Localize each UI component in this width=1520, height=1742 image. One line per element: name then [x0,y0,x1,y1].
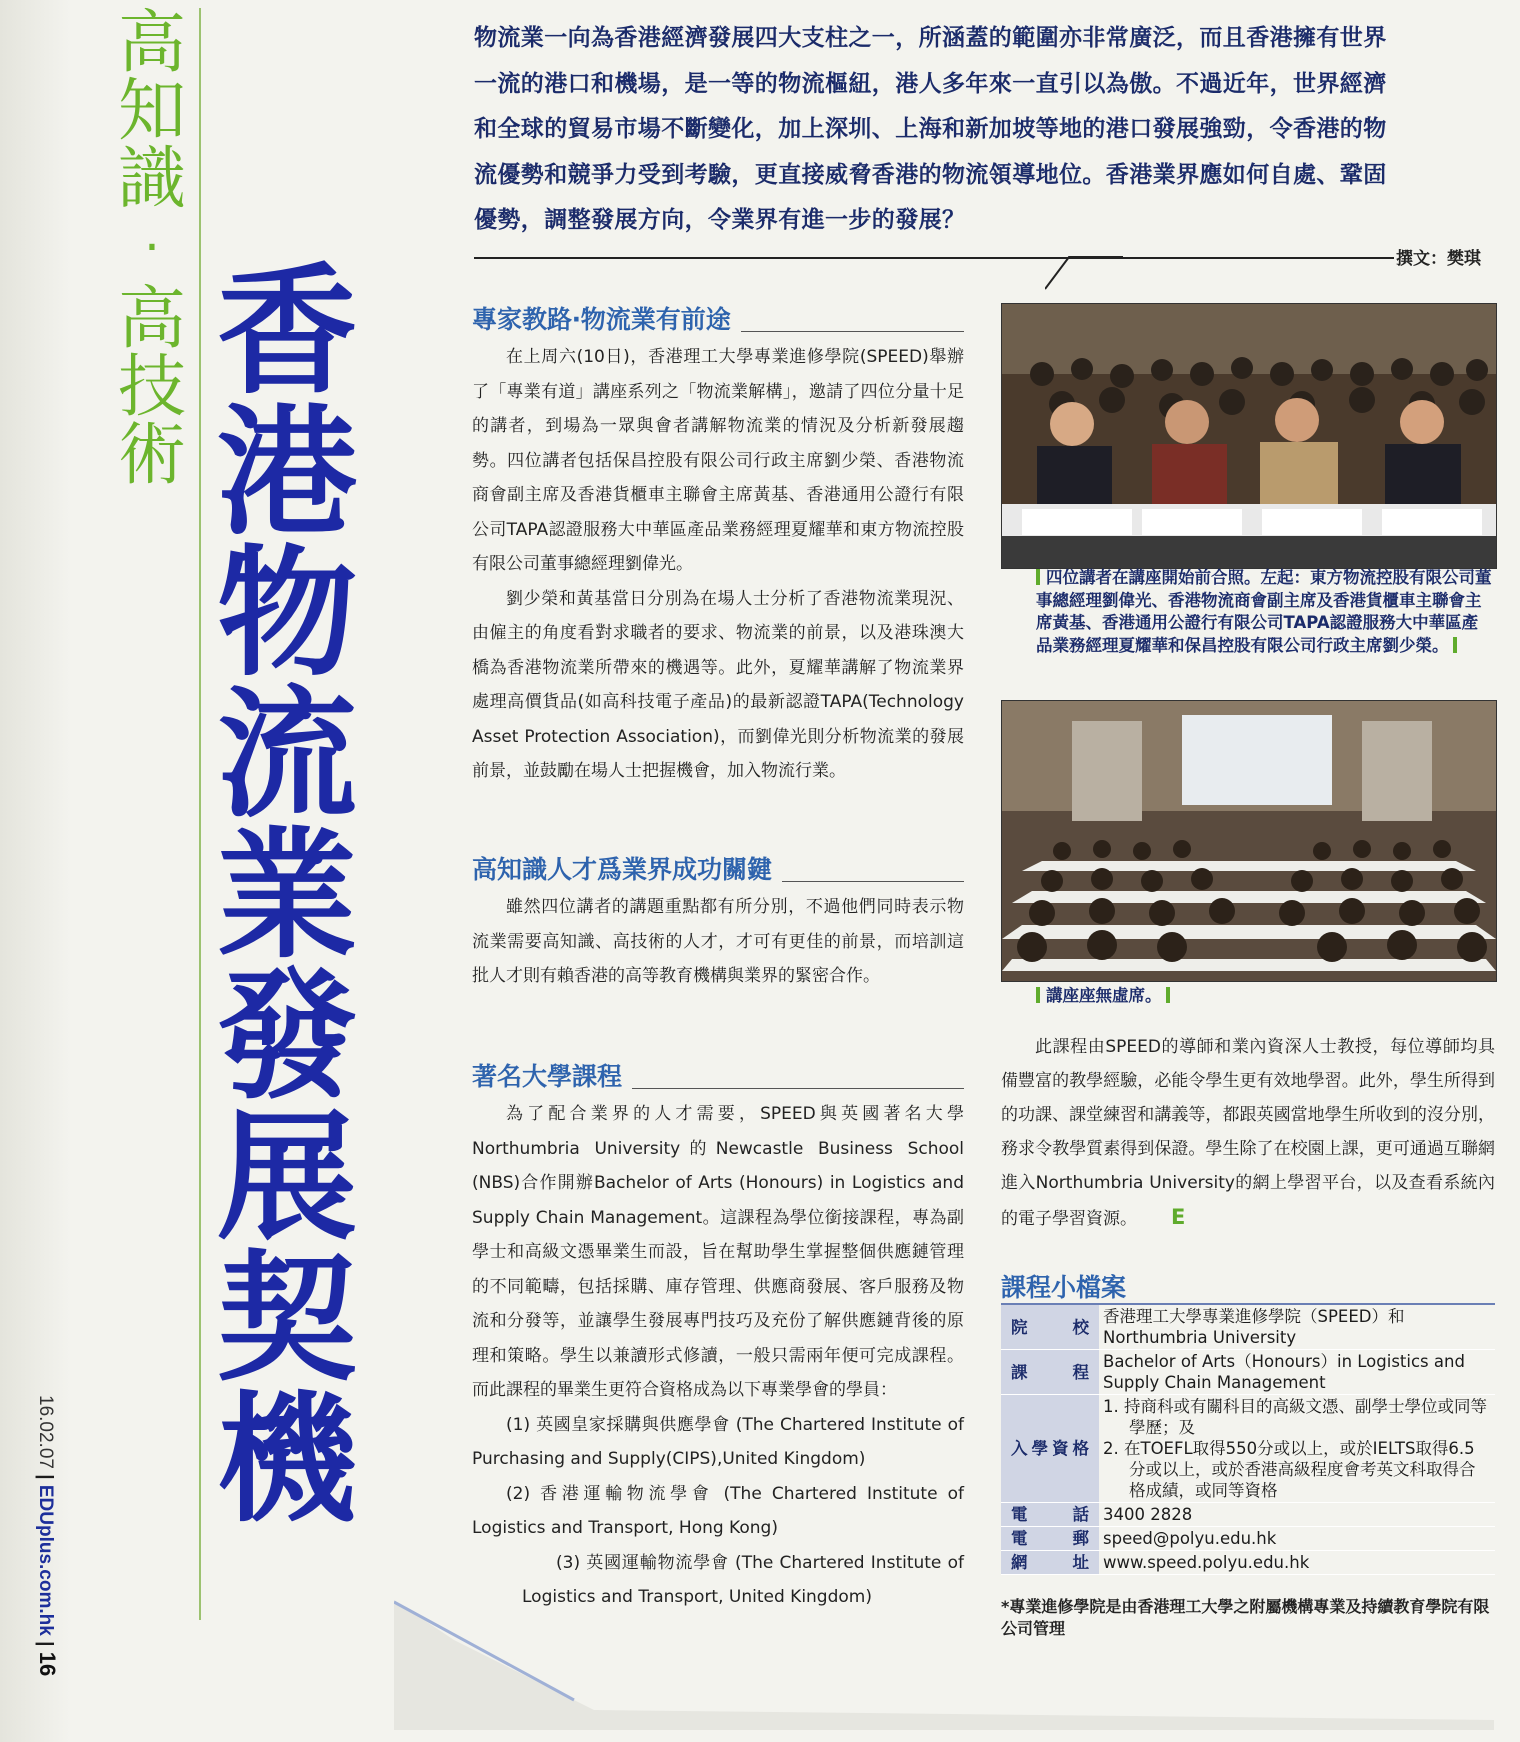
page-headline [212,251,362,1542]
requirement-item: 1. 持商科或有關科目的高級文憑、副學士學位或同等學歷；及 [1103,1397,1487,1437]
section-heading-talent [472,850,964,890]
list-item: (1) 英國皇家採購與供應學會 (The Chartered Institute of Purchasing and Supply(CIPS),United Kingdom) [472,1414,964,1469]
headline-char: 物 [216,533,357,696]
infobox-title: 課程小檔案 [1001,1273,1127,1302]
folio-page-number: 16 [35,1651,60,1677]
row-label: 院校 [1001,1305,1099,1350]
corner-decoration [394,1600,1494,1730]
row-label: 網址 [1001,1551,1099,1575]
phone-value: 3400 2828 [1103,1505,1193,1524]
photo-speakers [1001,303,1497,569]
paragraph: 為了配合業界的人才需要，SPEED與英國著名大學Northumbria University的Newcastle Business School (NBS)合作開辦Bachelor of Arts (Honours) in Logistics and Supply Chain Management。這課程為學位銜接課程，專為副學士和高級文憑畢業生而設，旨在幫助學生掌握整個供應鏈管理的不同範疇，包括採購、庫存管理、供應商發展、客戶服務及物流和分發等，並讓學生發展專門技巧及充份了解供應鏈背後的原理和策略。學生以兼讀形式修讀，一般只需兩年便可完成課程。而此課程的畢業生更符合資格成為以下專業學會的學員： [472,1104,964,1400]
paragraph: 雖然四位講者的講題重點都有所分別，不過他們同時表示物流業需要高知識、高技術的人才，才可有更佳的前景，而培訓這批人才則有賴香港的高等教育機構與業界的緊密合作。 [472,897,964,986]
caption-text: 四位講者在講座開始前合照。左起：東方物流控股有限公司董事總經理劉偉光、香港物流商會副主席及香港貨櫃車主聯會主席黃基、香港通用公證行有限公司TAPA認證服務大中華區產品業務經理夏耀華和保昌控股有限公司行政主席劉少榮。 [1036,568,1492,655]
kicker-char: 高 [117,4,186,83]
kicker-char: 知 [117,72,186,151]
table-row [1001,1350,1495,1395]
photo-speakers-caption [1036,567,1494,657]
row-value: 香港理工大學專業進修學院（SPEED）和Northumbria University [1103,1307,1405,1347]
row-label: 課程 [1001,1350,1099,1395]
table-row [1001,1527,1495,1551]
headline-char: 港 [216,392,357,555]
speech-notch-icon [1045,255,1125,291]
headline-char: 契 [216,1238,357,1401]
caption-bar-icon [1036,987,1040,1003]
section-title: 高知識人才爲業界成功關鍵 [472,850,782,886]
row-label: 入學資格 [1001,1395,1099,1503]
photo-audience-caption [1036,985,1494,1008]
headline-char: 發 [216,956,357,1119]
table-row [1001,1395,1495,1503]
byline: 撰文：樊琪 [1396,249,1481,269]
byline-rule [474,257,1394,259]
photo-audience [1001,700,1497,982]
section-title: 著名大學課程 [472,1057,632,1093]
right-column-body [1001,1030,1495,1236]
paragraph: 此課程由SPEED的導師和業內資深人士教授，每位導師均具備豐富的教學經驗，必能令學生更有效地學習。此外，學生所得到的功課、課堂練習和講義等，都跟英國當地學生所收到的沒分別，務求令教學質素得到保證。學生除了在校園上課，更可通過互聯網進入Northumbria University的網上學習平台，以及查看系統內的電子學習資源。 [1001,1037,1495,1229]
bleed-through-decoration [1400,0,1520,200]
section-body-course [472,1097,964,1615]
row-value [1099,1395,1495,1503]
headline-char: 香 [216,251,357,414]
row-label: 電話 [1001,1503,1099,1527]
headline-char: 機 [216,1379,357,1542]
table-row [1001,1551,1495,1575]
headline-char: 展 [216,1097,357,1260]
email-value: speed@polyu.edu.hk [1103,1529,1277,1548]
website-value: www.speed.polyu.edu.hk [1103,1553,1310,1572]
section-body-talent [472,890,964,994]
caption-text: 講座座無虛席。 [1046,986,1162,1005]
caption-bar-icon [1036,569,1040,585]
kicker-separator: ‧ [144,219,160,277]
infobox-footnote: *專業進修學院是由香港理工大學之附屬機構專業及持續教育學院有限公司管理 [1001,1597,1490,1638]
row-value: Bachelor of Arts（Honours）in Logistics and Supply Chain Management [1103,1352,1465,1392]
paragraph: 劉少榮和黃基當日分別為在場人士分析了香港物流業現況、由僱主的角度看對求職者的要求、物流業的前景，以及港珠澳大橋為香港物流業所帶來的機遇等。此外，夏耀華講解了物流業界處理高價貨品(如高科技電子產品)的最新認證TAPA(Technology Asset Protection Association)，而劉偉光則分析物流業的發展前景，並鼓勵在場人士把握機會，加入物流行業。 [472,588,964,781]
row-label: 電郵 [1001,1527,1099,1551]
kicker-char: 高 [117,280,186,359]
paragraph: 在上周六(10日)，香港理工大學專業進修學院(SPEED)舉辦了「專業有道」講座系列之「物流業解構」，邀請了四位分量十足的講者，到場為一眾與會者講解物流業的情況及分析新發展趨勢。四位講者包括保昌控股有限公司行政主席劉少榮、香港物流商會副主席及香港貨櫃車主聯會主席黃基、香港通用公證行有限公司TAPA認證服務大中華區產品業務經理夏耀華和東方物流控股有限公司董事總經理劉偉光。 [472,347,964,574]
headline-char: 業 [216,815,357,978]
section-title: 專家教路‧物流業有前途 [472,300,741,336]
caption-bar-icon [1453,637,1457,653]
kicker-char: 識 [117,140,186,219]
section-kicker [112,4,192,495]
list-item: (2) 香港運輸物流學會 (The Chartered Institute of Logistics and Transport, Hong Kong) [472,1483,964,1538]
kicker-char: 技 [117,348,186,427]
folio-site: EDUplus.com.hk [35,1484,56,1636]
kicker-char: 術 [117,416,186,495]
section-body-experts [472,340,964,789]
course-info-table [1001,1305,1495,1575]
list-item: (3) 英國運輸物流學會 (The Chartered Institute of Logistics and Transport, United Kingdom) [522,1552,964,1607]
caption-bar-icon [1166,987,1170,1003]
end-mark-icon: E [1171,1205,1186,1229]
table-row [1001,1503,1495,1527]
table-row [1001,1305,1495,1350]
requirement-item: 2. 在TOEFL取得550分或以上，或於IELTS取得6.5分或以上，或於香港高級程度會考英文科取得合格成績，或同等資格 [1103,1439,1476,1500]
section-heading-experts [472,300,964,340]
headline-char: 流 [216,674,357,837]
section-heading-course [472,1057,964,1097]
folio-date: 16.02.07 [35,1395,56,1469]
kicker-divider [199,8,201,1620]
lede-paragraph: 物流業一向為香港經濟發展四大支柱之一，所涵蓋的範圍亦非常廣泛，而且香港擁有世界一流的港口和機場，是一等的物流樞紐，港人多年來一直引以為傲。不過近年，世界經濟和全球的貿易市場不斷變化，加上深圳、上海和新加坡等地的港口發展強勁，令香港的物流優勢和競爭力受到考驗，更直接威脅香港的物流領導地位。香港業界應如何自處、鞏固優勢，調整發展方向，令業界有進一步的發展？ [474,25,1387,233]
page-folio: 16.02.07 | EDUplus.com.hk | 16 [35,1395,60,1677]
